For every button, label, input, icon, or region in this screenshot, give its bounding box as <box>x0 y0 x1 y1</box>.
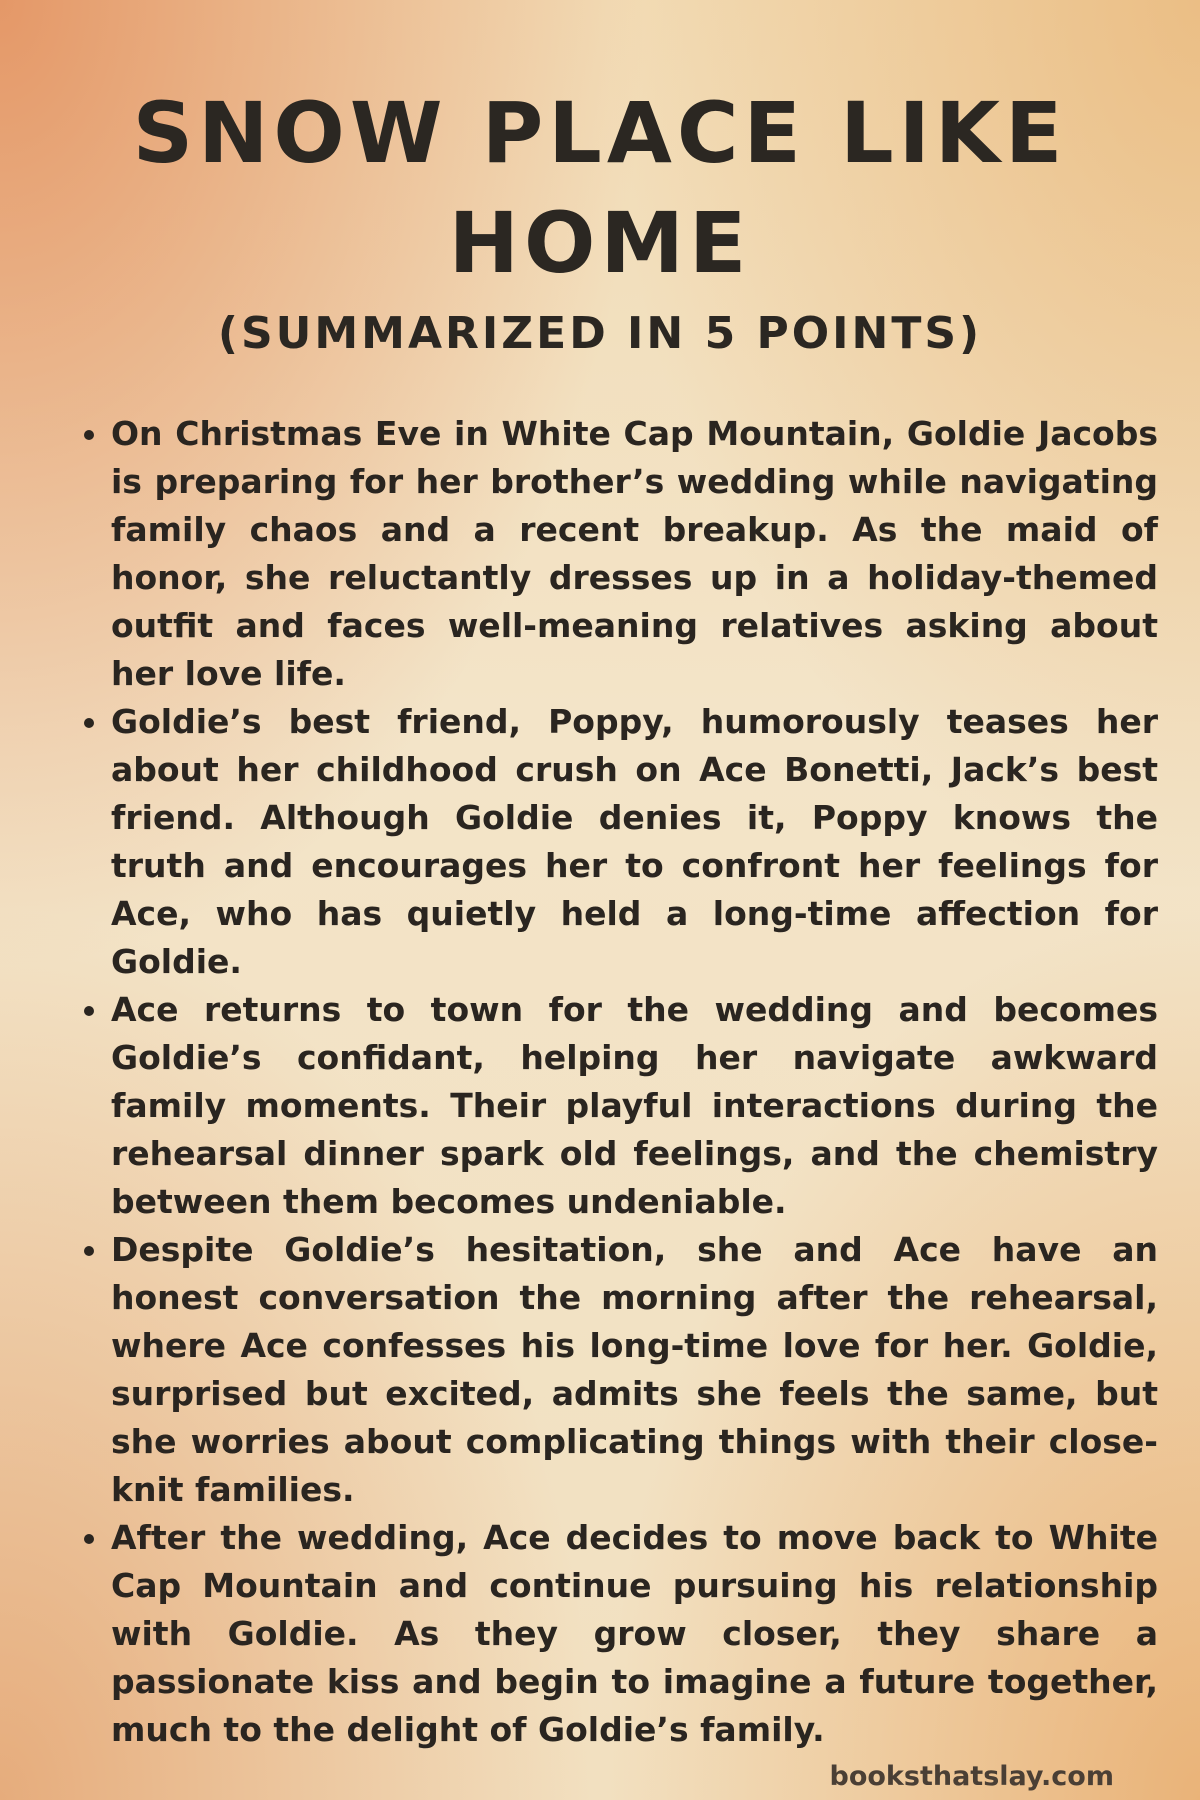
summary-point-4: • Despite Goldie’s hesitation, she and Ace have an honest conversation the morning after the rehearsal, where Ace confesses his long-time love for her. Goldie, surprised but excited, admits she feels the same, but she worries about complicating things with their close-knit families. <box>111 1226 1158 1514</box>
summary-point-3: • Ace returns to town for the wedding and becomes Goldie’s confidant, helping her navigate awkward family moments. Their playful interactions during the rehearsal dinner spark old feelings, and the chemistry between them becomes undeniable. <box>111 986 1158 1226</box>
page-subtitle: (SUMMARIZED IN 5 POINTS) <box>217 308 983 359</box>
site-watermark: booksthatslay.com <box>829 1761 1114 1792</box>
summary-point-5: • After the wedding, Ace decides to move back to White Cap Mountain and continue pursuing his relationship with Goldie. As they grow closer, they share a passionate kiss and begin to imagine a future together, much to the delight of Goldie’s family. <box>111 1514 1158 1754</box>
page-title: SNOW PLACE LIKE HOME <box>132 84 1068 292</box>
summary-list <box>78 410 1158 1754</box>
summary-point-1: • On Christmas Eve in White Cap Mountain, Goldie Jacobs is preparing for her brother’s wedding while navigating family chaos and a recent breakup. As the maid of honor, she reluctantly dresses up in a holiday-themed outfit and faces well-meaning relatives asking about her love life. <box>111 410 1158 698</box>
summary-point-2: • Goldie’s best friend, Poppy, humorously teases her about her childhood crush on Ace Bonetti, Jack’s best friend. Although Goldie denies it, Poppy knows the truth and encourages her to confront her feelings for Ace, who has quietly held a long-time affection for Goldie. <box>111 698 1158 986</box>
